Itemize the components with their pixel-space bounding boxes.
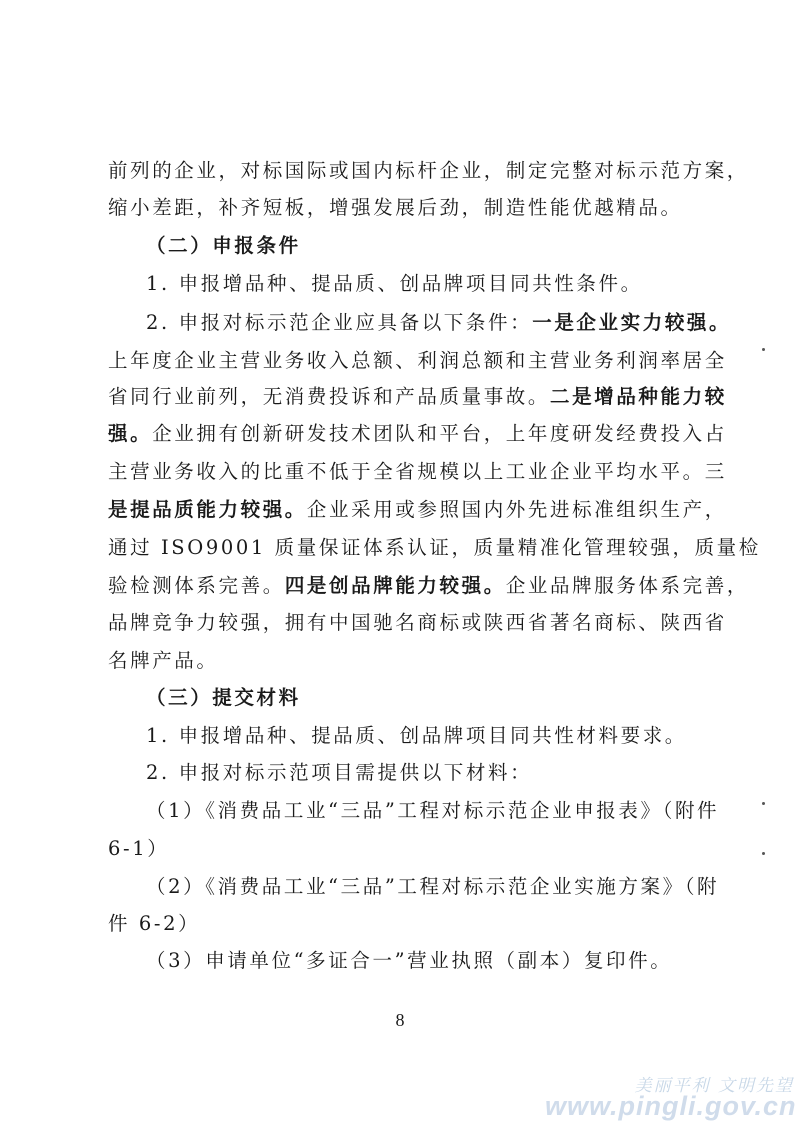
page-number: 8: [395, 1010, 405, 1030]
scan-speck: [762, 348, 765, 351]
text-line: [146, 310, 732, 336]
text-segment: 1. 申报增品种、提品质、创品牌项目同共性条件。: [146, 272, 643, 295]
text-segment: 验检测体系完善。: [108, 574, 285, 597]
text-line: [108, 459, 727, 485]
scan-speck: [762, 802, 765, 805]
text-line: [108, 384, 727, 410]
section-heading: [146, 233, 698, 259]
watermark-slogan: 美丽平利 文明先望: [634, 1076, 794, 1096]
text-segment: 企业品牌服务体系完善，: [505, 574, 749, 597]
bold-text-segment: 四是创品牌能力较强。: [284, 574, 506, 597]
text-segment: 件 6-2）: [108, 912, 201, 935]
text-segment: 省同行业前列，无消费投诉和产品质量事故。: [108, 385, 551, 408]
text-line: [108, 535, 761, 561]
text-line: [108, 195, 698, 221]
text-line: [146, 271, 698, 297]
text-segment: 企业采用或参照国内外先进标准组织生产，: [306, 498, 727, 521]
text-line: [146, 723, 698, 749]
text-line: [108, 348, 727, 374]
text-segment: 前列的企业，对标国际或国内标杆企业，制定完整对标示范方案，: [108, 159, 749, 182]
text-segment: 2. 申报对标示范企业应具备以下条件：: [146, 311, 533, 334]
text-line: [108, 573, 749, 599]
text-segment: （1）《消费品工业“三品”工程对标示范企业申报表》（附件: [146, 799, 720, 822]
text-line: [108, 648, 698, 674]
text-segment: 企业拥有创新研发技术团队和平台，上年度研发经费投入占: [152, 422, 727, 445]
text-line: [108, 421, 727, 447]
text-line: [108, 911, 698, 937]
text-line: [146, 948, 698, 974]
text-line: [146, 760, 698, 786]
text-segment: （3）申请单位“多证合一”营业执照（副本）复印件。: [146, 949, 673, 972]
bold-text-segment: 一是企业实力较强。: [532, 311, 732, 334]
text-segment: 缩小差距，补齐短板，增强发展后劲，制造性能优越精品。: [108, 196, 683, 219]
bold-text-segment: 二是增品种能力较: [550, 385, 727, 408]
text-line: [108, 836, 698, 862]
text-line: [146, 874, 720, 900]
text-segment: 通过 ISO9001 质量保证体系认证，质量精准化管理较强，质量检: [108, 536, 761, 559]
text-segment: （2）《消费品工业“三品”工程对标示范企业实施方案》（附: [146, 875, 720, 898]
section-heading: [146, 685, 698, 711]
text-segment: 主营业务收入的比重不低于全省规模以上工业企业平均水平。三: [108, 460, 727, 483]
text-line: [146, 798, 720, 824]
bold-text-segment: 是提品质能力较强。: [108, 498, 307, 521]
watermark-url: www.pingli.gov.cn: [545, 1091, 797, 1121]
bold-text-segment: 强。: [108, 422, 153, 445]
text-segment: 1. 申报增品种、提品质、创品牌项目同共性材料要求。: [146, 724, 687, 747]
text-segment: 6-1）: [108, 837, 170, 860]
text-line: [108, 158, 749, 184]
text-segment: 上年度企业主营业务收入总额、利润总额和主营业务利润率居全: [108, 349, 727, 372]
text-line: [108, 610, 727, 636]
text-segment: （三）提交材料: [146, 686, 301, 709]
text-segment: 2. 申报对标示范项目需提供以下材料：: [146, 761, 533, 784]
text-segment: 名牌产品。: [108, 649, 219, 672]
text-segment: （二）申报条件: [146, 234, 301, 257]
scan-speck: [762, 852, 765, 855]
text-line: [108, 497, 727, 523]
text-segment: 品牌竞争力较强，拥有中国驰名商标或陕西省著名商标、陕西省: [108, 611, 727, 634]
